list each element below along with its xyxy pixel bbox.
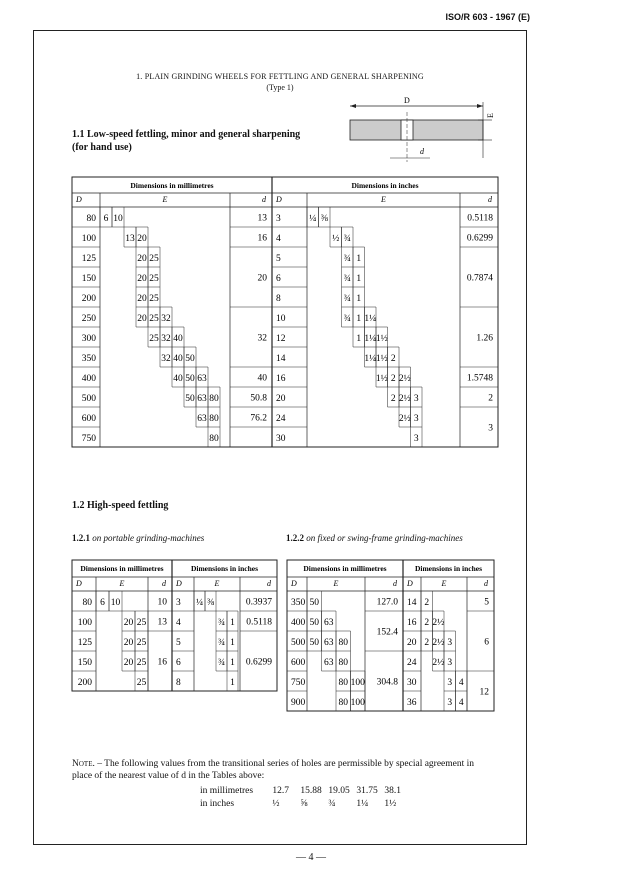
E-in-value: 3 — [447, 698, 453, 708]
note-paragraph: Note. – The following values from the transitional series of holes are permissible by special agreement in place of the nearest value of d in the Tables above: — [72, 759, 475, 781]
d-mm-value: 127.0 — [376, 597, 398, 608]
d-in-value: 3 — [488, 423, 493, 434]
d-in-value: 0.3937 — [245, 597, 272, 608]
table-1-2-2 — [287, 560, 494, 711]
E-mm-value: 25 — [149, 254, 159, 264]
mm-header: Dimensions in millimetres — [80, 564, 164, 573]
note-value: ½ — [272, 799, 280, 809]
D-mm-value: 200 — [81, 294, 96, 304]
col-d: d — [488, 195, 492, 204]
page-number: — 4 — — [296, 852, 326, 863]
E-in-value: ¾ — [343, 254, 351, 264]
D-mm-value: 600 — [81, 414, 96, 424]
d-mm-value: 50.8 — [250, 393, 267, 404]
E-mm-value: 63 — [324, 638, 334, 648]
section-1-1-heading: 1.1 Low-speed fettling, minor and general sharpening (for hand use) — [72, 129, 301, 153]
E-in-value: 1 — [356, 274, 362, 284]
E-in-value: 2½ — [432, 658, 445, 668]
d-mm-value: 13 — [257, 213, 267, 224]
label-D: D — [404, 96, 410, 105]
page-title: 1. PLAIN GRINDING WHEELS FOR FETTLING AND GENERAL SHARPENING — [136, 72, 424, 81]
E-in-value: 3 — [447, 658, 453, 668]
d-mm-value: 16 — [157, 657, 167, 668]
E-mm-value: 25 — [136, 618, 147, 628]
E-in-value: 3 — [447, 678, 453, 688]
D-mm-value: 125 — [81, 254, 96, 264]
E-in-value: 2½ — [432, 638, 445, 648]
D-mm-value: 400 — [291, 618, 306, 628]
E-mm-value: 50 — [309, 638, 319, 648]
E-in-value: 1½ — [375, 334, 388, 344]
D-in-value: 8 — [176, 678, 181, 688]
table-1-2-1 — [72, 560, 277, 691]
note-value: 15.88 — [300, 786, 322, 796]
E-in-value: ¾ — [217, 658, 226, 668]
note-value: ¾ — [328, 799, 336, 809]
E-mm-value: 25 — [149, 314, 159, 324]
col-d: d — [162, 579, 166, 588]
D-mm-value: 250 — [81, 314, 96, 324]
E-in-value: 1 — [356, 314, 362, 324]
E-mm-value: 25 — [149, 334, 159, 344]
E-in-value: 1¼ — [364, 334, 377, 344]
col-D: D — [291, 579, 297, 588]
D-in-value: 5 — [276, 254, 281, 264]
D-in-value: 24 — [407, 658, 417, 668]
E-mm-value: 32 — [161, 314, 171, 324]
D-in-value: 30 — [276, 434, 286, 444]
D-mm-value: 100 — [81, 234, 96, 244]
D-mm-value: 100 — [77, 618, 92, 628]
D-in-value: 20 — [407, 638, 417, 648]
E-mm-value: 6 — [103, 214, 109, 224]
d-in-value: 0.5118 — [246, 617, 272, 628]
E-mm-value: 50 — [309, 618, 319, 628]
E-mm-value: 80 — [209, 414, 219, 424]
E-mm-value: 40 — [173, 334, 183, 344]
d-in-value: 0.6299 — [466, 233, 493, 244]
E-in-value: 2½ — [432, 618, 445, 628]
col-E: E — [381, 195, 386, 204]
D-mm-value: 125 — [77, 638, 92, 648]
E-in-value: ½ — [332, 234, 340, 244]
E-in-value: 2 — [424, 598, 430, 608]
E-mm-value: 25 — [136, 658, 147, 668]
E-mm-value: 80 — [338, 638, 348, 648]
E-in-value: 1¼ — [364, 314, 377, 324]
E-mm-value: 100 — [350, 678, 365, 688]
note-in-row: in inches ½ ⅝ ¾ 1¼ 1½ — [200, 799, 412, 809]
E-in-value: 2½ — [398, 374, 411, 384]
d-in-value: 0.7874 — [466, 273, 493, 284]
E-mm-value: 6 — [100, 598, 105, 608]
d-in-value: 12 — [479, 687, 489, 698]
d-in-value: 0.5118 — [467, 213, 493, 224]
E-in-value: 1½ — [375, 354, 388, 364]
note-value: ⅝ — [300, 799, 308, 809]
E-mm-value: 40 — [173, 374, 183, 384]
E-in-value: 1 — [230, 658, 235, 668]
E-mm-value: 63 — [197, 394, 207, 404]
D-in-value: 5 — [176, 638, 181, 648]
mm-header: Dimensions in millimetres — [130, 181, 214, 190]
mm-header: Dimensions in millimetres — [303, 564, 387, 573]
E-mm-value: 40 — [173, 354, 183, 364]
E-in-value: ¾ — [343, 314, 351, 324]
E-in-value: 2½ — [398, 394, 411, 404]
d-mm-value: 16 — [257, 233, 267, 244]
D-mm-value: 350 — [81, 354, 96, 364]
col-D: D — [176, 579, 182, 588]
d-in-value: 1.26 — [476, 333, 493, 344]
E-mm-value: 20 — [137, 314, 147, 324]
E-in-value: 1½ — [375, 374, 388, 384]
note-mm-row: in millimetres 12.7 15.88 19.05 31.75 38.1 — [200, 786, 412, 796]
d-mm-value: 32 — [257, 333, 267, 344]
E-mm-value: 20 — [137, 274, 147, 284]
D-in-value: 3 — [176, 598, 181, 608]
D-mm-value: 350 — [291, 598, 306, 608]
col-d: d — [393, 579, 397, 588]
D-in-value: 8 — [276, 294, 281, 304]
D-in-value: 36 — [407, 698, 417, 708]
table-1-1 — [72, 177, 498, 447]
section-1-2-2-heading: 1.2.2 on fixed or swing-frame grinding-machines — [286, 533, 463, 543]
col-D: D — [407, 579, 413, 588]
col-d: d — [267, 579, 271, 588]
col-d: d — [262, 195, 266, 204]
E-mm-value: 10 — [110, 598, 121, 608]
E-in-value: 1 — [356, 254, 362, 264]
col-D: D — [276, 195, 282, 204]
d-in-value: 0.6299 — [245, 657, 272, 668]
D-in-value: 10 — [276, 314, 286, 324]
d-mm-value: 76.2 — [250, 413, 267, 424]
note-value: 1½ — [384, 799, 397, 809]
D-in-value: 14 — [276, 354, 286, 364]
label-d: d — [420, 147, 424, 156]
d-mm-value: 304.8 — [376, 677, 398, 688]
note-value: 1¼ — [356, 799, 369, 809]
E-mm-value: 25 — [136, 678, 147, 688]
note-value: 19.05 — [328, 786, 350, 796]
D-mm-value: 500 — [81, 394, 96, 404]
E-in-value: ¾ — [217, 638, 226, 648]
E-in-value: 1 — [230, 678, 235, 688]
col-E: E — [119, 579, 125, 588]
E-mm-value: 80 — [338, 678, 348, 688]
section-1-2-1-heading: 1.2.1 on portable grinding-machines — [72, 533, 205, 543]
E-mm-value: 25 — [149, 294, 159, 304]
in-header: Dimensions in inches — [351, 181, 419, 190]
D-in-value: 14 — [407, 598, 417, 608]
E-mm-value: 63 — [197, 374, 207, 384]
E-in-value: 1¼ — [364, 354, 377, 364]
label-E: E — [486, 113, 495, 118]
E-mm-value: 10 — [113, 214, 123, 224]
col-D: D — [76, 579, 82, 588]
d-mm-value: 40 — [257, 373, 267, 384]
d-mm-value: 10 — [157, 597, 167, 608]
E-mm-value: 100 — [350, 698, 365, 708]
E-mm-value: 32 — [161, 334, 171, 344]
E-in-value: 3 — [413, 394, 419, 404]
E-in-value: 2 — [424, 618, 430, 628]
D-mm-value: 750 — [81, 434, 96, 444]
in-header: Dimensions in inches — [414, 564, 483, 573]
E-mm-value: 20 — [137, 234, 147, 244]
E-in-value: ¾ — [343, 274, 351, 284]
E-in-value: 2 — [390, 354, 396, 364]
E-in-value: 1 — [230, 618, 235, 628]
D-in-value: 3 — [276, 214, 281, 224]
D-mm-value: 400 — [81, 374, 96, 384]
d-in-value: 5 — [484, 597, 489, 608]
E-in-value: 2 — [390, 394, 396, 404]
E-mm-value: 50 — [185, 354, 195, 364]
D-mm-value: 150 — [77, 658, 92, 668]
E-mm-value: 50 — [185, 394, 195, 404]
E-mm-value: 63 — [324, 658, 334, 668]
D-in-value: 16 — [276, 374, 286, 384]
E-mm-value: 13 — [125, 234, 135, 244]
col-d: d — [484, 579, 488, 588]
col-E: E — [214, 579, 220, 588]
col-E: E — [333, 579, 339, 588]
E-in-value: ¼ — [309, 214, 317, 224]
d-in-value: 2 — [488, 393, 493, 404]
d-mm-value: 13 — [157, 617, 167, 628]
note-value: 12.7 — [272, 786, 289, 796]
d-mm-value: 20 — [257, 273, 267, 284]
D-in-value: 16 — [407, 618, 417, 628]
D-in-value: 4 — [276, 234, 281, 244]
E-mm-value: 63 — [197, 414, 207, 424]
E-mm-value: 20 — [123, 638, 134, 648]
E-mm-value: 50 — [309, 598, 319, 608]
standard-number: ISO/R 603 - 1967 (E) — [445, 12, 530, 22]
E-in-value: ⅜ — [206, 598, 215, 608]
D-mm-value: 300 — [81, 334, 96, 344]
E-in-value: ¾ — [343, 234, 351, 244]
E-in-value: 3 — [413, 434, 419, 444]
E-in-value: ⅜ — [320, 214, 328, 224]
E-in-value: ¼ — [195, 598, 204, 608]
D-in-value: 12 — [276, 334, 286, 344]
D-mm-value: 750 — [291, 678, 306, 688]
in-header: Dimensions in inches — [190, 564, 259, 573]
D-mm-value: 600 — [291, 658, 306, 668]
E-mm-value: 80 — [338, 658, 348, 668]
page-subtitle: (Type 1) — [266, 83, 294, 92]
section-1-2-heading: 1.2 High-speed fettling — [72, 500, 169, 511]
d-in-value: 6 — [484, 637, 489, 648]
E-mm-value: 25 — [149, 274, 159, 284]
E-mm-value: 20 — [137, 294, 147, 304]
D-mm-value: 900 — [291, 698, 306, 708]
d-in-value: 1.5748 — [466, 373, 493, 384]
E-in-value: 2½ — [398, 414, 411, 424]
D-mm-value: 150 — [81, 274, 96, 284]
E-in-value: 3 — [413, 414, 419, 424]
E-mm-value: 20 — [123, 618, 134, 628]
D-in-value: 6 — [276, 274, 281, 284]
D-mm-value: 80 — [82, 598, 92, 608]
E-mm-value: 20 — [123, 658, 134, 668]
D-mm-value: 500 — [291, 638, 306, 648]
E-mm-value: 80 — [209, 394, 219, 404]
E-in-value: 4 — [458, 698, 464, 708]
D-in-value: 30 — [407, 678, 417, 688]
D-in-value: 4 — [176, 618, 181, 628]
D-in-value: 6 — [176, 658, 181, 668]
E-in-value: 2 — [390, 374, 396, 384]
E-mm-value: 32 — [161, 354, 171, 364]
D-mm-value: 80 — [86, 214, 96, 224]
E-mm-value: 50 — [185, 374, 195, 384]
E-in-value: 2 — [424, 638, 430, 648]
E-in-value: 4 — [458, 678, 464, 688]
D-in-value: 24 — [276, 414, 286, 424]
E-mm-value: 63 — [324, 618, 334, 628]
E-in-value: ¾ — [217, 618, 226, 628]
col-E: E — [162, 195, 168, 204]
note-value: 38.1 — [384, 786, 401, 796]
E-mm-value: 80 — [209, 434, 219, 444]
note-value: 31.75 — [356, 786, 378, 796]
E-in-value: ¾ — [343, 294, 351, 304]
E-in-value: 1 — [230, 638, 235, 648]
col-D: D — [76, 195, 82, 204]
col-E: E — [441, 579, 447, 588]
D-in-value: 20 — [276, 394, 286, 404]
E-mm-value: 80 — [338, 698, 348, 708]
E-mm-value: 20 — [137, 254, 147, 264]
E-mm-value: 25 — [136, 638, 147, 648]
E-in-value: 1 — [356, 294, 362, 304]
E-in-value: 1 — [356, 334, 362, 344]
D-mm-value: 200 — [77, 678, 92, 688]
d-mm-value: 152.4 — [376, 627, 398, 638]
E-in-value: 3 — [447, 638, 453, 648]
